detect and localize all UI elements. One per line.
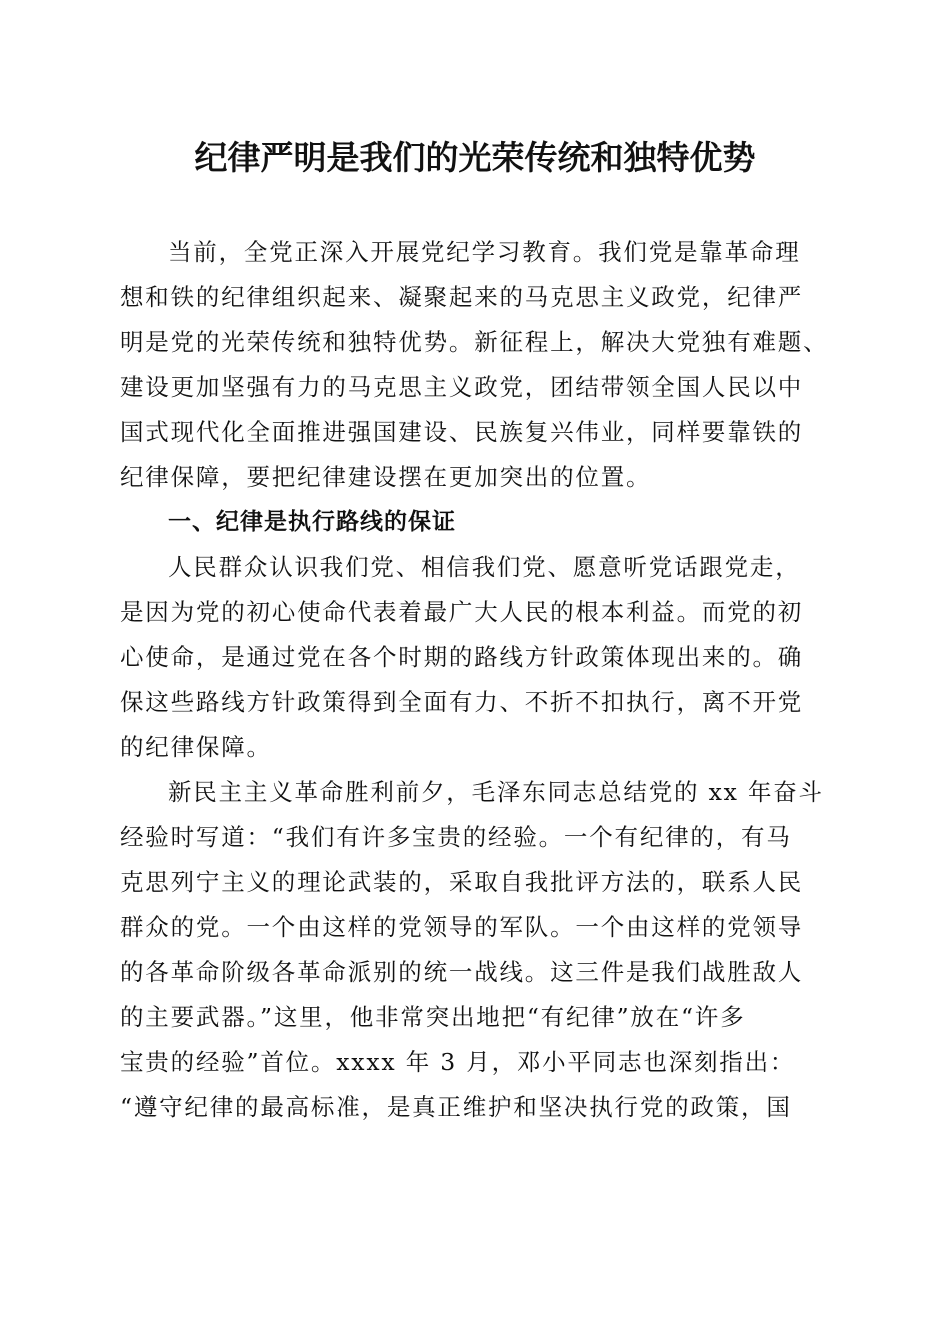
paragraph-line: 纪律保障，要把纪律建设摆在更加突出的位置。 bbox=[120, 463, 652, 491]
paragraph-line: 国式现代化全面推进强国建设、民族复兴伟业，同样要靠铁的 bbox=[120, 418, 804, 446]
paragraph-line: 的主要武器。”这里，他非常突出地把“有纪律”放在“许多 bbox=[120, 1003, 746, 1031]
paragraph-line: 新民主主义革命胜利前夕，毛泽东同志总结党的 xx 年奋斗 bbox=[168, 778, 824, 806]
paragraph-line: 经验时写道：“我们有许多宝贵的经验。一个有纪律的，有马 bbox=[120, 823, 792, 851]
paragraph-line: “遵守纪律的最高标准，是真正维护和坚决执行党的政策，国 bbox=[120, 1093, 792, 1121]
paragraph-line: 是因为党的初心使命代表着最广大人民的根本利益。而党的初 bbox=[120, 598, 804, 626]
paragraph-line: 的各革命阶级各革命派别的统一战线。这三件是我们战胜敌人 bbox=[120, 958, 804, 986]
paragraph-line: 保这些路线方针政策得到全面有力、不折不扣执行，离不开党 bbox=[120, 688, 804, 716]
paragraph-line: 群众的党。一个由这样的党领导的军队。一个由这样的党领导 bbox=[120, 913, 804, 941]
paragraph-line: 的纪律保障。 bbox=[120, 733, 272, 761]
section-heading: 一、纪律是执行路线的保证 bbox=[168, 509, 456, 535]
paragraph-line: 克思列宁主义的理论武装的，采取自我批评方法的，联系人民 bbox=[120, 868, 804, 896]
paragraph-line: 当前，全党正深入开展党纪学习教育。我们党是靠革命理 bbox=[168, 238, 801, 266]
paragraph-line: 心使命，是通过党在各个时期的路线方针政策体现出来的。确 bbox=[120, 643, 804, 671]
paragraph-line: 建设更加坚强有力的马克思主义政党，团结带领全国人民以中 bbox=[120, 373, 804, 401]
paragraph-line: 想和铁的纪律组织起来、凝聚起来的马克思主义政党，纪律严 bbox=[120, 283, 804, 311]
paragraph-line: 人民群众认识我们党、相信我们党、愿意听党话跟党走， bbox=[168, 553, 801, 581]
paragraph-line: 宝贵的经验”首位。xxxx 年 3 月，邓小平同志也深刻指出： bbox=[120, 1048, 796, 1076]
document-title: 纪律严明是我们的光荣传统和独特优势 bbox=[194, 138, 756, 177]
paragraph-line: 明是党的光荣传统和独特优势。新征程上，解决大党独有难题、 bbox=[120, 328, 829, 356]
